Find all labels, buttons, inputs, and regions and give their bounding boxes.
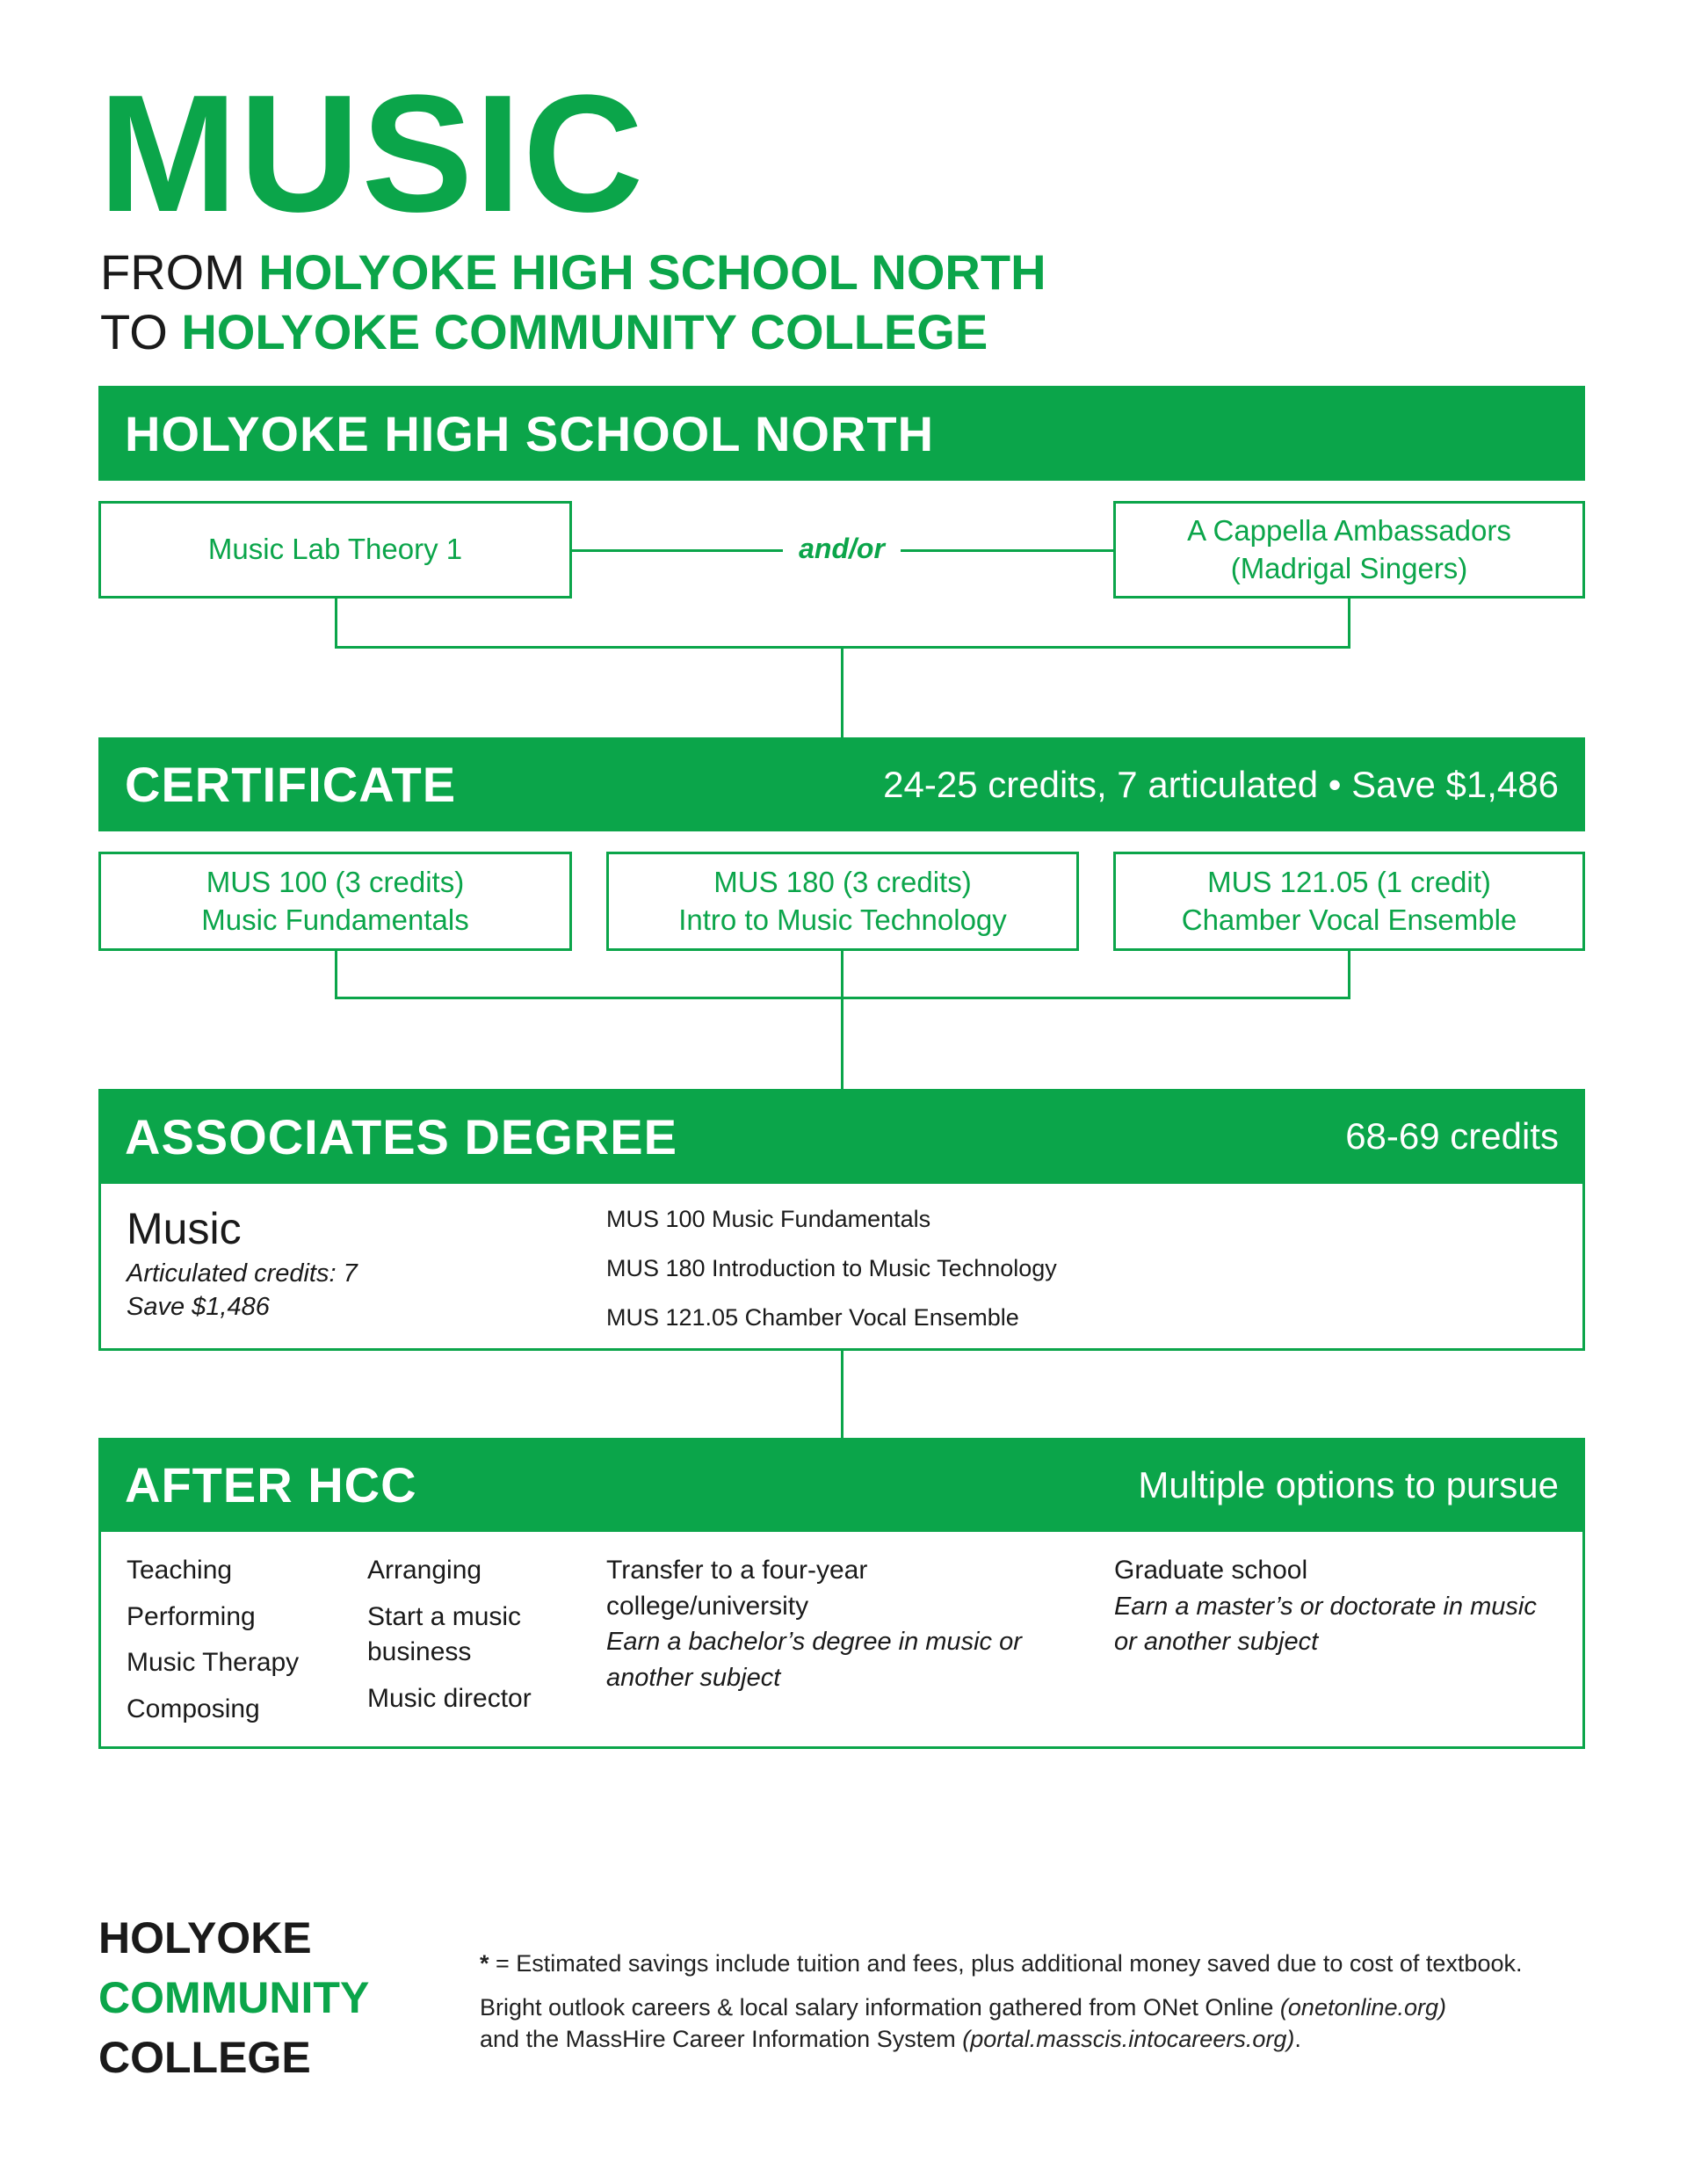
subtitle-to <box>100 304 988 359</box>
articulated-credits: Articulated credits: 7 <box>127 1259 358 1288</box>
transfer-option <box>606 1553 1063 1695</box>
certificate-summary: 24-25 credits, 7 articulated • Save $1,486 <box>883 763 1559 805</box>
from-label: FROM <box>100 244 245 300</box>
high-school-banner <box>98 386 1585 481</box>
hs-course-right-line2: (Madrigal Singers) <box>1230 551 1468 584</box>
course-code: MUS 180 (3 credits) <box>713 865 972 898</box>
career-item: Music director <box>367 1683 532 1713</box>
degree-course: MUS 121.05 Chamber Vocal Ensemble <box>606 1304 1019 1331</box>
certificate-banner <box>98 737 1585 831</box>
note-text: Bright outlook careers & local salary information gathered from ONet Online <box>480 1994 1280 2021</box>
asterisk: * <box>480 1950 489 1977</box>
career-item: Start a music business <box>367 1601 522 1666</box>
logo-word: COMMUNITY <box>98 1973 370 2022</box>
associates-banner <box>98 1089 1585 1184</box>
cert-course-box <box>1113 852 1585 951</box>
hs-course-right-line1: A Cappella Ambassadors <box>1187 513 1511 547</box>
degree-course: MUS 180 Introduction to Music Technology <box>606 1255 1057 1281</box>
program-name: Music <box>127 1204 242 1253</box>
note-savings: = Estimated savings include tuition and fees, plus additional money saved due to cost of textbook. <box>489 1950 1523 1977</box>
hs-course-box-left <box>98 501 572 599</box>
hs-course-left: Music Lab Theory 1 <box>207 533 463 566</box>
career-item: Performing <box>127 1601 256 1631</box>
note-text: . <box>1294 2026 1301 2053</box>
flow-line <box>841 951 844 1089</box>
bracket-line <box>335 951 337 998</box>
high-school-heading: HOLYOKE HIGH SCHOOL NORTH <box>125 405 935 461</box>
course-code: MUS 100 (3 credits) <box>206 865 465 898</box>
grad-desc: Earn a master’s or doctorate in music or another subject <box>1114 1592 1537 1657</box>
hcc-logo <box>98 1913 380 2092</box>
career-item: Composing <box>127 1694 260 1723</box>
logo-word: COLLEGE <box>98 2033 311 2082</box>
after-hcc-heading: AFTER HCC <box>125 1457 417 1513</box>
course-name: Music Fundamentals <box>201 903 469 936</box>
connector-line <box>901 549 1113 552</box>
to-label: TO <box>100 304 168 359</box>
transfer-title: Transfer to a four-year college/university <box>606 1556 868 1621</box>
after-hcc-panel <box>98 1532 1585 1749</box>
subtitle-from <box>100 244 1046 300</box>
logo-word: HOLYOKE <box>98 1913 312 1963</box>
associates-heading: ASSOCIATES DEGREE <box>125 1108 677 1165</box>
note-text: and the MassHire Career Information System <box>480 2026 963 2053</box>
certificate-heading: CERTIFICATE <box>125 757 457 812</box>
career-item: Teaching <box>127 1556 233 1585</box>
degree-course: MUS 100 Music Fundamentals <box>606 1206 931 1232</box>
flow-line <box>841 1351 844 1438</box>
career-list-1 <box>127 1553 337 1727</box>
after-hcc-banner <box>98 1438 1585 1532</box>
course-name: Intro to Music Technology <box>678 903 1007 936</box>
masscis-link[interactable]: (portal.masscis.intocareers.org) <box>962 2026 1295 2053</box>
associates-credits: 68-69 credits <box>1345 1115 1559 1157</box>
footnote-savings <box>480 1948 1596 1979</box>
and-or-label: and/or <box>799 533 885 564</box>
grad-option <box>1114 1553 1553 1660</box>
from-school: HOLYOKE HIGH SCHOOL NORTH <box>258 244 1046 300</box>
connector-line <box>572 549 783 552</box>
cert-course-box <box>98 852 572 951</box>
bracket-line <box>1348 599 1350 648</box>
bracket-line <box>335 599 337 648</box>
bracket-line <box>1348 951 1350 998</box>
grad-title: Graduate school <box>1114 1556 1308 1585</box>
after-hcc-summary: Multiple options to pursue <box>1138 1463 1559 1506</box>
course-code: MUS 121.05 (1 credit) <box>1207 865 1491 898</box>
page-title: MUSIC <box>98 61 646 247</box>
career-item: Arranging <box>367 1556 482 1585</box>
bracket-line <box>335 997 1350 999</box>
course-name: Chamber Vocal Ensemble <box>1181 903 1517 936</box>
career-list-2 <box>367 1553 552 1716</box>
footnote-sources <box>480 1992 1596 2056</box>
transfer-desc: Earn a bachelor’s degree in music or another subject <box>606 1628 1022 1692</box>
savings: Save $1,486 <box>127 1293 270 1321</box>
cert-course-box <box>606 852 1079 951</box>
career-item: Music Therapy <box>127 1648 300 1677</box>
onet-link[interactable]: (onetonline.org) <box>1279 1994 1447 2021</box>
flow-line <box>841 646 844 737</box>
hs-course-box-right <box>1113 501 1585 599</box>
to-school: HOLYOKE COMMUNITY COLLEGE <box>181 304 988 359</box>
associates-panel <box>98 1184 1585 1351</box>
